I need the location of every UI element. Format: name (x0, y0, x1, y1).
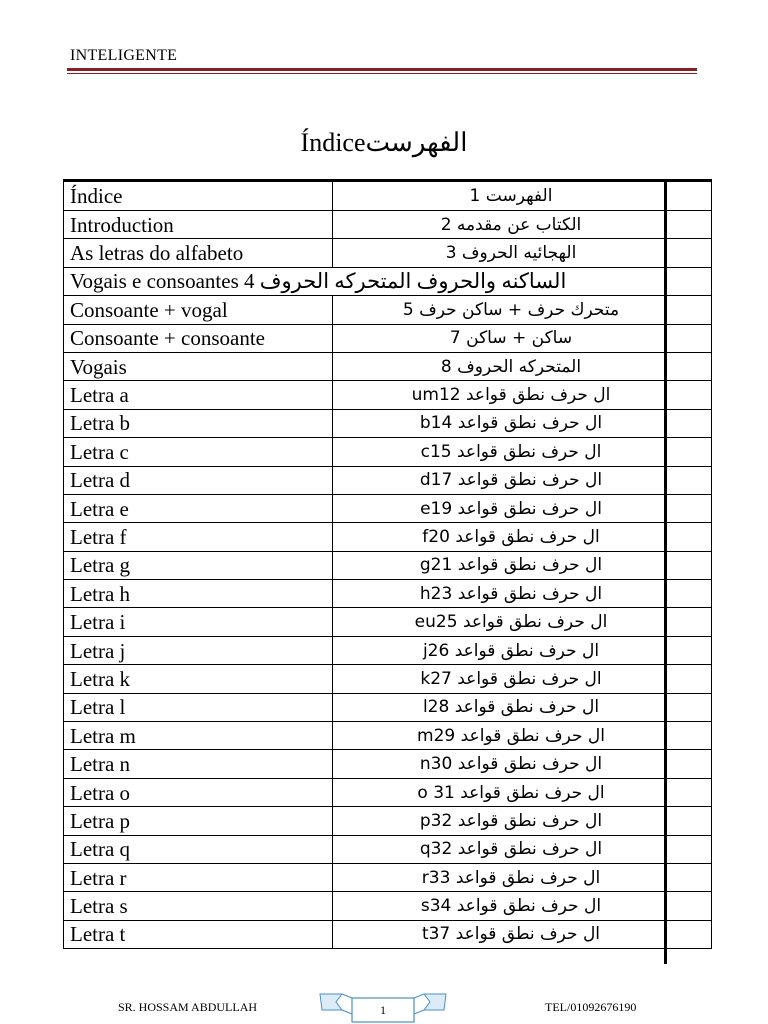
toc-row-arabic: الكتاب عن مقدمه 2 (333, 211, 712, 239)
toc-row (64, 239, 712, 267)
toc-row (64, 807, 712, 835)
toc-row-label: As letras do alfabeto (64, 239, 333, 267)
toc-row (64, 181, 712, 211)
page-title-latin: Índice (300, 128, 366, 157)
toc-row-label: Letra f (64, 523, 333, 551)
toc-row-label: Letra n (64, 750, 333, 778)
toc-row (64, 750, 712, 778)
footer-author: SR. HOSSAM ABDULLAH (118, 1000, 258, 1014)
toc-row (64, 211, 712, 239)
toc-row (64, 665, 712, 693)
toc-row-arabic: ال حرف نطق قواعد n30 (333, 750, 712, 778)
toc-row-label: Consoante + vogal (64, 296, 333, 324)
toc-row (64, 892, 712, 920)
header-title: INTELIGENTE (70, 47, 178, 64)
toc-row-arabic: ال حرف نطق قواعد r33 (333, 863, 712, 891)
header-rule (67, 68, 697, 71)
toc-row-arabic: ال حرف نطق قواعد g21 (333, 551, 712, 579)
toc-row-label: Letra q (64, 835, 333, 863)
toc-row (64, 324, 712, 352)
toc-row-label: Índice (64, 181, 333, 211)
toc-row-arabic: ال حرف نطق قواعد h23 (333, 580, 712, 608)
footer-phone: TEL/01092676190 (545, 1000, 637, 1014)
toc-row-arabic: ال حرف نطق قواعد l28 (333, 693, 712, 721)
toc-row (64, 863, 712, 891)
toc-row (64, 835, 712, 863)
toc-row (64, 636, 712, 664)
toc-row (64, 523, 712, 551)
toc-row (64, 381, 712, 409)
toc-row-label: Letra o (64, 778, 333, 806)
toc-column-rule (664, 182, 667, 964)
toc-row (64, 267, 712, 295)
toc-row (64, 494, 712, 522)
toc-row-label: Letra j (64, 636, 333, 664)
toc-row-label: Letra h (64, 580, 333, 608)
toc-row-label: Vogais (64, 352, 333, 380)
page-number: 1 (380, 1003, 386, 1017)
toc-row (64, 608, 712, 636)
toc-row-arabic: ال حرف نطق قواعد q32 (333, 835, 712, 863)
toc-row-label: Consoante + consoante (64, 324, 333, 352)
toc-row (64, 438, 712, 466)
toc-row-label: Letra d (64, 466, 333, 494)
toc-row-label: Letra m (64, 722, 333, 750)
toc-row-arabic: الهجائيه الحروف 3 (333, 239, 712, 267)
toc-row-arabic: ال حرف نطق قواعد c15 (333, 438, 712, 466)
page-title-arabic: الفهرست (365, 128, 468, 157)
toc-table (63, 179, 712, 949)
toc-row-arabic: ال حرف نطق قواعد j26 (333, 636, 712, 664)
toc-row (64, 352, 712, 380)
page-title (0, 128, 768, 158)
toc-row-label: Letra r (64, 863, 333, 891)
toc-row-arabic: ال حرف نطق قواعد s34 (333, 892, 712, 920)
toc-row (64, 296, 712, 324)
toc-row (64, 551, 712, 579)
header-rule-thin (67, 73, 697, 74)
toc-row-label: Introduction (64, 211, 333, 239)
toc-row-arabic: متحرك حرف + ساكن حرف 5 (333, 296, 712, 324)
toc-row (64, 466, 712, 494)
toc-row-arabic: ال حرف نطق قواعد e19 (333, 494, 712, 522)
toc-row-arabic: ال حرف نطق قواعد d17 (333, 466, 712, 494)
toc-row-arabic: الفهرست 1 (333, 181, 712, 211)
toc-row (64, 920, 712, 948)
toc-row-arabic: ال حرف نطق قواعد f20 (333, 523, 712, 551)
toc-row-label: Letra l (64, 693, 333, 721)
toc-row-arabic: ال حرف نطق قواعد m29 (333, 722, 712, 750)
toc-row-arabic: ال حرف نطق قواعد um12 (333, 381, 712, 409)
toc-row-arabic: ال حرف نطق قواعد o 31 (333, 778, 712, 806)
toc-row-arabic: ال حرف نطق قواعد eu25 (333, 608, 712, 636)
toc-row-label: Letra s (64, 892, 333, 920)
toc-row-label: Letra k (64, 665, 333, 693)
toc-row-label: Letra b (64, 409, 333, 437)
toc-row-label: Letra c (64, 438, 333, 466)
toc-row (64, 580, 712, 608)
toc-row-label: Letra t (64, 920, 333, 948)
toc-row-arabic: ال حرف نطق قواعد p32 (333, 807, 712, 835)
toc-row-arabic: ال حرف نطق قواعد b14 (333, 409, 712, 437)
toc-row (64, 722, 712, 750)
toc-row-label: Letra a (64, 381, 333, 409)
toc-row-label: Letra g (64, 551, 333, 579)
toc-row-label: Vogais e consoantes 4 الساكنه والحروف المتحركه الحروف (64, 267, 712, 295)
toc-row-arabic: المتحركه الحروف 8 (333, 352, 712, 380)
toc-row (64, 409, 712, 437)
toc-row-arabic: ساكن + ساكن 7 (333, 324, 712, 352)
toc-row-arabic: ال حرف نطق قواعد k27 (333, 665, 712, 693)
toc-row-arabic: ال حرف نطق قواعد t37 (333, 920, 712, 948)
toc-row (64, 778, 712, 806)
toc-row-label: Letra e (64, 494, 333, 522)
toc-row-label: Letra i (64, 608, 333, 636)
toc-row-label: Letra p (64, 807, 333, 835)
toc-row (64, 693, 712, 721)
